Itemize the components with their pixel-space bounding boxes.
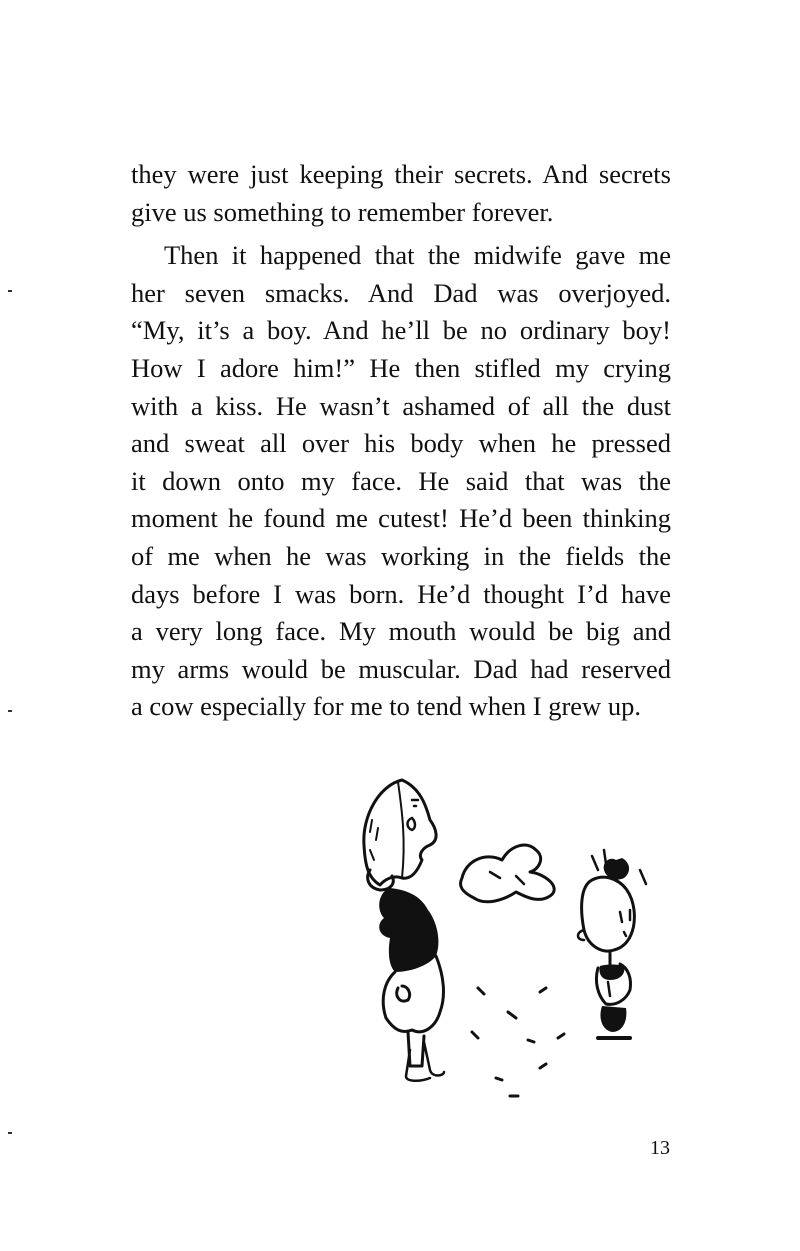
text-line: of me when he was working in the fields the [131,540,671,571]
text-line: Then it happened that the midwife gave me [164,240,671,271]
text-line: days before I was born. He’d thought I’d have [131,578,671,609]
text-line: it down onto my face. He said that was the [131,465,671,496]
text-line: with a kiss. He wasn’t ashamed of all the dust [131,390,671,421]
scan-speck [8,1132,12,1134]
scan-speck [8,710,12,712]
body-text [131,156,671,726]
text-line: her seven smacks. And Dad was overjoyed. [131,277,671,308]
paragraph-2 [131,237,671,726]
text-line: a cow especially for me to tend when I grew up. [131,691,641,722]
text-line: and sweat all over his body when he pressed [131,428,671,459]
text-line: they were just keeping their secrets. And secrets [131,159,671,189]
text-line: moment he found me cutest! He’d been thinking [131,503,671,534]
woman-and-boy-sketch-icon [340,760,710,1110]
text-line: my arms would be muscular. Dad had reserved [131,653,671,684]
scan-speck [8,290,12,292]
paragraph-1 [131,156,671,231]
text-line: How I adore him!” He then stifled my crying [131,352,671,383]
page-number: 13 [650,1137,670,1159]
text-line: give us something to remember forever. [131,196,554,227]
text-line: a very long face. My mouth would be big and [131,616,671,647]
text-line: “My, it’s a boy. And he’ll be no ordinary boy! [131,315,671,346]
